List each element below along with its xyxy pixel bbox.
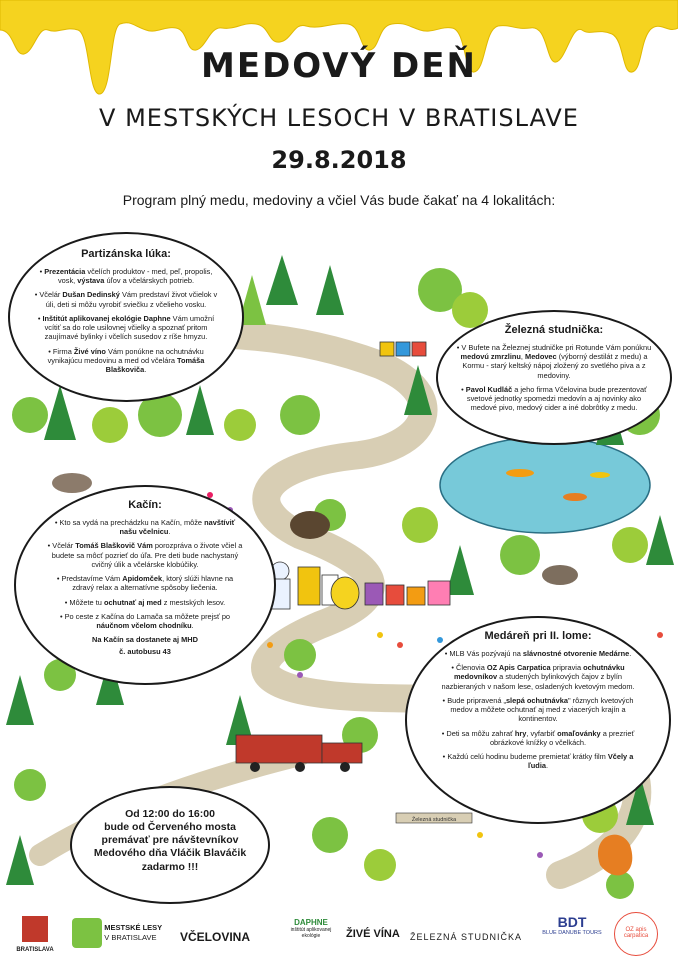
zelezna-item: • Pavol Kudláč a jeho firma Včelovina bude prezentovať svetové jednotky spomedzi medovín a aj novinky ako medové pivo, medový cider a iné dobrôtky z medu. xyxy=(461,384,647,413)
logo-daphne: DAPHNE inštitút aplikovanej ekológie xyxy=(290,918,332,939)
tree-logo-icon xyxy=(72,918,102,948)
vlacik-line4: Medového dňa Vláčik Blaváčik xyxy=(93,847,247,860)
partizanska-item: • Firma Živé víno Vám ponúkne na ochutnávku vynikajúcu medovinu a med od včelára Tomáša Blaškoviča. xyxy=(47,346,205,374)
bubble-kacin xyxy=(14,485,276,685)
medaren-item: • Každú celú hodinu budeme premietať krátky film Včely a ľudia. xyxy=(442,752,634,771)
zelezna-item: • V Bufete na Železnej studničke pri Rotunde Vám ponúknu medovú zmrzlinu, Medovec (výborný destilát z medu) a Kormu - starý keltský nápoj zložený zo svetlého piva a z medoviny. xyxy=(456,342,652,380)
animal xyxy=(542,565,578,585)
zelezna-studnicka-sign xyxy=(396,813,472,823)
heading-partizanska: Partizánska lúka: xyxy=(81,248,171,260)
bubble-partizanska-luka xyxy=(8,232,244,402)
program-intro: Program plný medu, medoviny a včiel Vás bude čakať na 4 lokalitách: xyxy=(122,192,556,208)
poster-title: MEDOVÝ DEŇ xyxy=(201,46,477,86)
medaren-item: • MLB Vás pozývajú na slávnostné otvorenie Medárne. xyxy=(444,648,632,658)
logo-bratislava: BRATISLAVA xyxy=(10,916,60,953)
hedgehog xyxy=(290,511,330,539)
medaren-item: • Deti sa môžu zahrať hry, vyfarbiť omaľovánky a prezrieť obrázkové knížky o včelkách. xyxy=(441,728,635,747)
poster-subtitle: V MESTSKÝCH LESOCH V BRATISLAVE xyxy=(99,104,579,132)
bubble-vlacik xyxy=(70,786,270,904)
sponsor-logos xyxy=(0,908,678,960)
partizanska-item: • Prezentácia včelích produktov - med, peľ, propolis, vosk, výstava úľov a včelárskych potrieb. xyxy=(39,266,213,285)
partizanska-item: • Inštitút aplikovanej ekológie Daphne Vám umožní vcítiť sa do role usilovnej včielky a spoznať pritom zaujímavé bylinky i včelích susedov z ríše hmyzu. xyxy=(37,313,215,342)
logo-zelezna-studnicka: ŽELEZNÁ STUDNIČKA xyxy=(410,932,523,942)
vlacik-line5: zadarmo !!! xyxy=(141,860,199,873)
kacin-item: • Po ceste z Kačína do Lamača sa môžete prejsť po náučnom včelom chodníku. xyxy=(59,611,231,630)
kacin-mhd-line1: Na Kačín sa dostanete aj MHD xyxy=(92,635,198,645)
kacin-mhd-line2: č. autobusu 43 xyxy=(119,646,171,656)
logo-zive-vina: ŽIVÉ VÍNA xyxy=(346,928,400,940)
vlacik-line3: premávať pre návštevníkov xyxy=(101,834,239,847)
bubble-zelezna-studnicka xyxy=(436,310,672,445)
logo-blue-danube-tours: BDT BLUE DANUBE TOURS xyxy=(542,914,602,936)
vlacik-line2: bude od Červeného mosta xyxy=(104,821,236,834)
partizanska-item: • Včelár Dušan Dedinský Vám predstaví život včielok v úli, deti si môžu vyrobiť sviečku z včelieho vosku. xyxy=(34,290,218,309)
event-date: 29.8.2018 xyxy=(271,146,407,174)
logo-apis-carpatica: OZ apis carpatica xyxy=(614,912,658,956)
heading-medaren: Medáreň pri II. lome: xyxy=(484,630,592,642)
medaren-item: • Členovia OZ Apis Carpatica pripravia ochutnávku medovníkov a studených bylinkových čajov z bylín nazbieraných v našom lese, osladených kvetovým medom. xyxy=(441,663,635,691)
pond xyxy=(440,437,650,533)
bratislava-emblem-icon xyxy=(22,916,48,942)
kacin-item: • Kto sa vydá na prechádzku na Kačín, môže navštíviť našu včelnicu. xyxy=(54,517,236,536)
bubble-medaren xyxy=(405,616,671,824)
kacin-item: • Predstavíme Vám Apidomček, ktorý slúži hlavne na zdravý relax a alternatívne spôsoby liečenia. xyxy=(56,574,234,593)
logo-vcelovina: VČELOVINA xyxy=(180,930,251,944)
heading-kacin: Kačín: xyxy=(128,499,162,511)
logo-mestske-lesy: MESTSKÉ LESY V BRATISLAVE xyxy=(72,918,182,948)
vlacik-line1: Od 12:00 do 16:00 xyxy=(125,808,215,820)
kacin-item: • Môžete tu ochutnať aj med z mestských lesov. xyxy=(64,597,226,607)
heading-zelezna: Železná studnička: xyxy=(504,324,604,336)
medaren-item: • Bude pripravená „slepá ochutnávka" rôznych kvetových medov a môžete ochutnať aj med z viacerých krajín a kontinentov. xyxy=(442,695,634,724)
boar xyxy=(52,473,92,493)
kacin-item: • Včelár Tomáš Blaškovič Vám porozpráva o živote včiel a budete sa môcť pozrieť do úľa. Pre deti bude nachystaný cvičný úlik a včelárske klobúčiky. xyxy=(47,541,243,569)
sign-text: Železná studnička xyxy=(411,817,457,823)
squirrel xyxy=(598,835,632,876)
